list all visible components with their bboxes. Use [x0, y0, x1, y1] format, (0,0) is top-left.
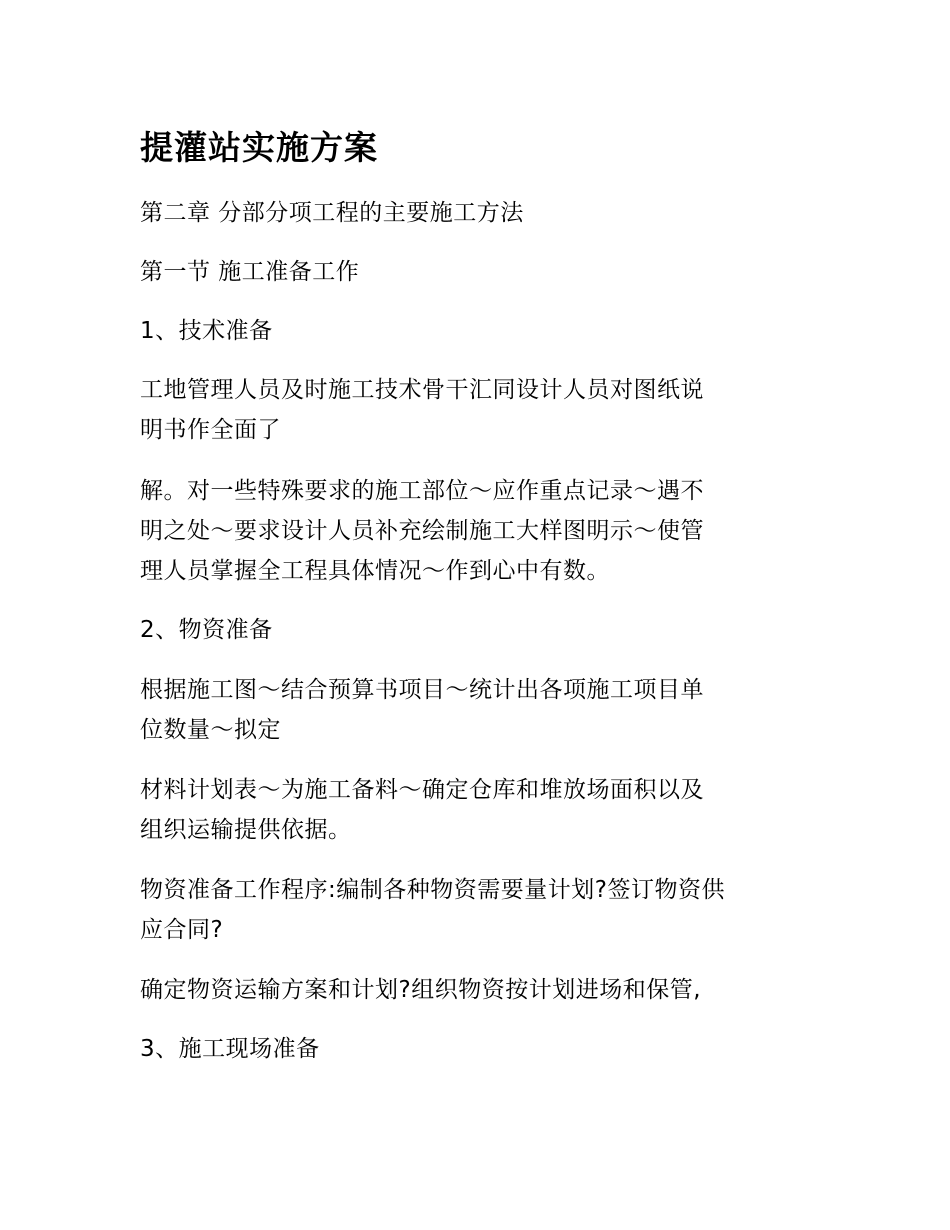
subheading-material-prep: 2、物资准备	[140, 617, 273, 643]
paragraph-line: 应合同?	[140, 917, 224, 943]
document-title: 提灌站实施方案	[140, 128, 378, 167]
paragraph-line: 位数量～拟定	[140, 717, 281, 743]
paragraph-line: 确定物资运输方案和计划?组织物资按计划进场和保管,	[140, 977, 702, 1003]
paragraph-line: 组织运输提供依据。	[140, 817, 352, 843]
paragraph-line: 根据施工图～结合预算书项目～统计出各项施工项目单	[140, 677, 704, 703]
paragraph-line: 物资准备工作程序:编制各种物资需要量计划?签订物资供	[140, 877, 725, 903]
section-heading: 第一节 施工准备工作	[140, 259, 360, 285]
paragraph-line: 解。对一些特殊要求的施工部位～应作重点记录～遇不	[140, 478, 704, 504]
subheading-site-prep: 3、施工现场准备	[140, 1036, 320, 1062]
paragraph-line: 材料计划表～为施工备料～确定仓库和堆放场面积以及	[140, 777, 704, 803]
subheading-technical-prep: 1、技术准备	[140, 318, 273, 344]
paragraph-line: 理人员掌握全工程具体情况～作到心中有数。	[140, 558, 610, 584]
paragraph-line: 工地管理人员及时施工技术骨干汇同设计人员对图纸说	[140, 377, 704, 403]
paragraph-line: 明之处～要求设计人员补充绘制施工大样图明示～使管	[140, 518, 704, 544]
chapter-heading: 第二章 分部分项工程的主要施工方法	[140, 200, 524, 226]
paragraph-line: 明书作全面了	[140, 417, 281, 443]
